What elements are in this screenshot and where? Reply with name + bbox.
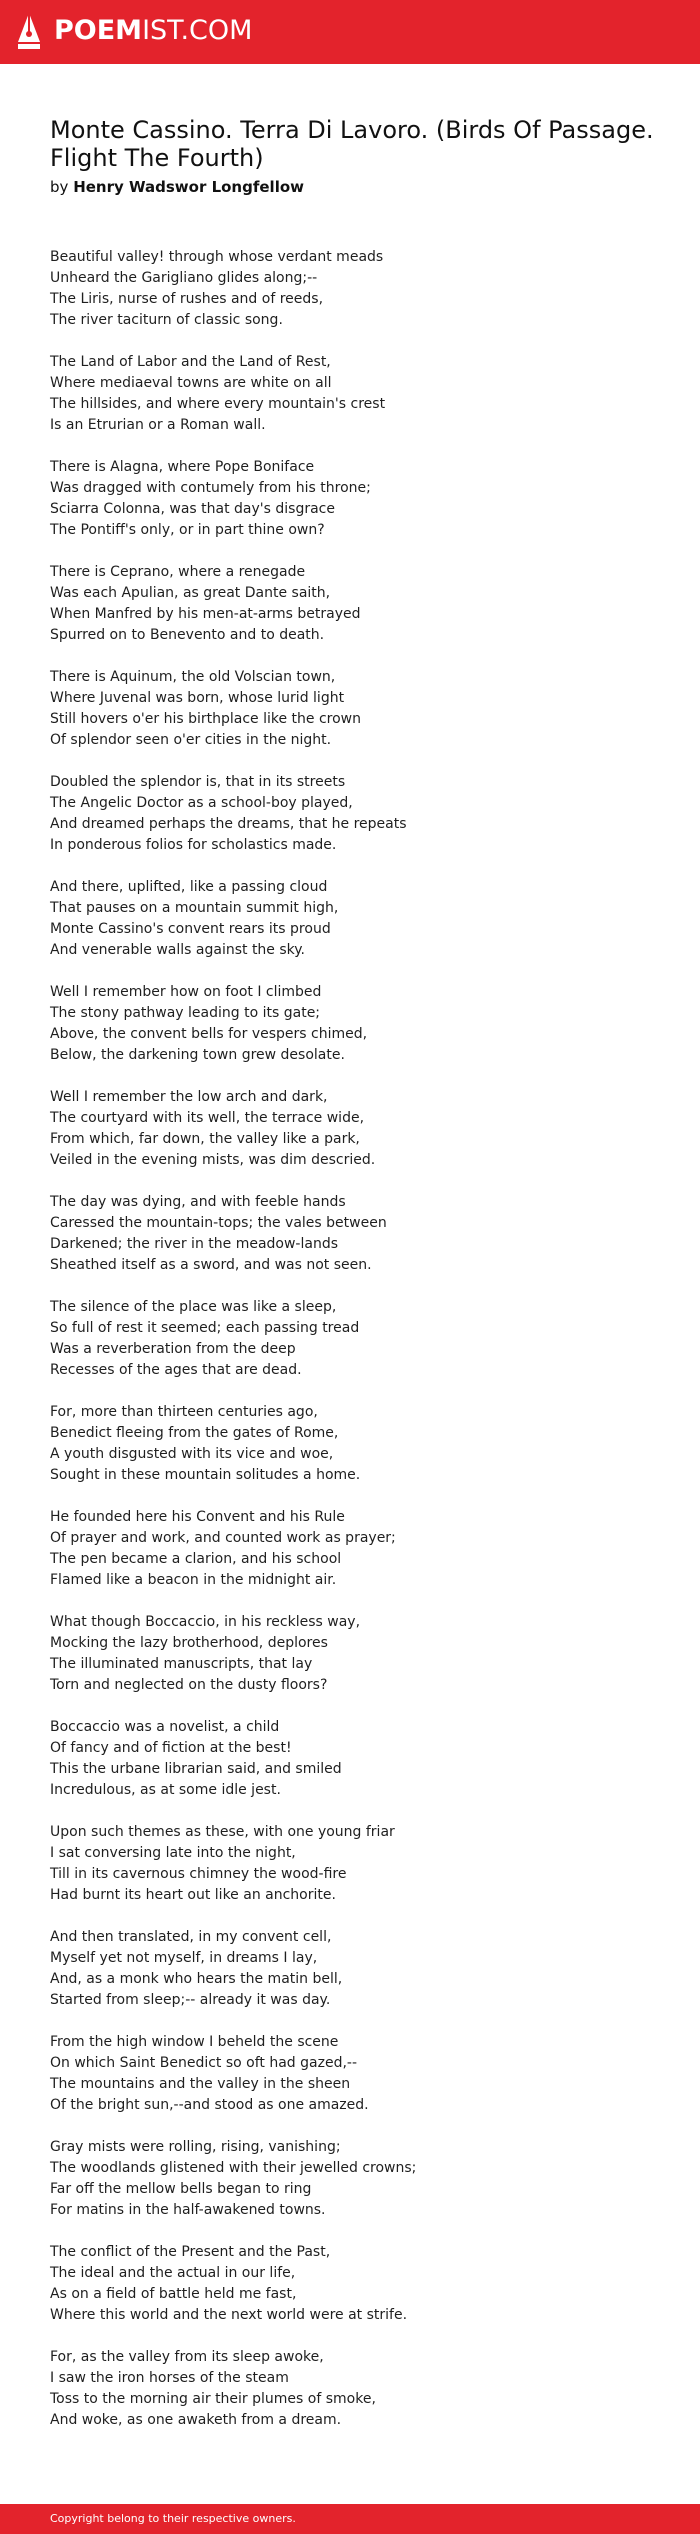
poem-line: A youth disgusted with its vice and woe,	[50, 1446, 334, 1462]
poem-line: The illuminated manuscripts, that lay	[50, 1656, 313, 1672]
stanza	[50, 2347, 660, 2431]
poem-line: When Manfred by his men-at-arms betrayed	[50, 606, 361, 622]
poem-line: Far off the mellow bells began to ring	[50, 2181, 312, 2197]
poem-line: Below, the darkening town grew desolate.	[50, 1047, 345, 1063]
stanza	[50, 2137, 660, 2221]
poem-line: As on a field of battle held me fast,	[50, 2286, 297, 2302]
poem-line: And, as a monk who hears the matin bell,	[50, 1971, 343, 1987]
poem-line: Monte Cassino's convent rears its proud	[50, 921, 331, 937]
poem-line: Darkened; the river in the meadow-lands	[50, 1236, 338, 1252]
poem-line: Where this world and the next world were at strife.	[50, 2307, 408, 2323]
site-logo-text: POEMIST.COM	[54, 15, 253, 46]
site-header	[0, 0, 700, 64]
stanza	[50, 2032, 660, 2116]
stanza	[50, 667, 660, 751]
poem-line: On which Saint Benedict so oft had gazed,--	[50, 2055, 358, 2071]
poem-line: Boccaccio was a novelist, a child	[50, 1719, 280, 1735]
poem-line: Still hovers o'er his birthplace like the crown	[50, 711, 361, 727]
poem-line: Gray mists were rolling, rising, vanishing;	[50, 2139, 341, 2155]
stanza	[50, 1612, 660, 1696]
poem-line: The Land of Labor and the Land of Rest,	[50, 354, 331, 370]
poem-line: That pauses on a mountain summit high,	[50, 900, 339, 916]
pen-nib-icon	[16, 12, 42, 50]
stanza	[50, 2242, 660, 2326]
poem-line: Was a reverberation from the deep	[50, 1341, 296, 1357]
stanza	[50, 1507, 660, 1591]
poem-content	[50, 116, 660, 2452]
poem-line: And there, uplifted, like a passing cloud	[50, 879, 328, 895]
poem-author[interactable]: Henry Wadswor Longfellow	[73, 178, 304, 196]
poem-line: And venerable walls against the sky.	[50, 942, 306, 958]
poem-line: Was each Apulian, as great Dante saith,	[50, 585, 331, 601]
poem-line: For matins in the half-awakened towns.	[50, 2202, 326, 2218]
poem-line: Mocking the lazy brotherhood, deplores	[50, 1635, 328, 1651]
poem-line: I saw the iron horses of the steam	[50, 2370, 289, 2386]
poem-line: Spurred on to Benevento and to death.	[50, 627, 325, 643]
poem-line: Where mediaeval towns are white on all	[50, 375, 332, 391]
poem-line: From the high window I beheld the scene	[50, 2034, 339, 2050]
poem-line: Well I remember how on foot I climbed	[50, 984, 322, 1000]
poem-line: The courtyard with its well, the terrace wide,	[50, 1110, 365, 1126]
poem-line: For, as the valley from its sleep awoke,	[50, 2349, 324, 2365]
poem-line: So full of rest it seemed; each passing tread	[50, 1320, 360, 1336]
poem-line: Started from sleep;-- already it was day.	[50, 1992, 331, 2008]
poem-line: The mountains and the valley in the sheen	[50, 2076, 351, 2092]
poem-body	[50, 247, 660, 2431]
poem-line: Beautiful valley! through whose verdant meads	[50, 249, 384, 265]
poem-line: The pen became a clarion, and his school	[50, 1551, 342, 1567]
poem-line: And then translated, in my convent cell,	[50, 1929, 332, 1945]
poem-line: Doubled the splendor is, that in its streets	[50, 774, 346, 790]
poem-line: There is Ceprano, where a renegade	[50, 564, 306, 580]
poem-line: In ponderous folios for scholastics made.	[50, 837, 337, 853]
poem-line: Upon such themes as these, with one young friar	[50, 1824, 395, 1840]
poem-line: Torn and neglected on the dusty floors?	[50, 1677, 328, 1693]
stanza	[50, 1297, 660, 1381]
stanza	[50, 877, 660, 961]
poem-line: Where Juvenal was born, whose lurid light	[50, 690, 345, 706]
stanza	[50, 1087, 660, 1171]
stanza	[50, 772, 660, 856]
stanza	[50, 1192, 660, 1276]
poem-title: Monte Cassino. Terra Di Lavoro. (Birds Of Passage. Flight The Fourth)	[50, 116, 654, 172]
poem-line: The stony pathway leading to its gate;	[50, 1005, 321, 1021]
poem-line: There is Aquinum, the old Volscian town,	[50, 669, 336, 685]
poem-line: From which, far down, the valley like a park,	[50, 1131, 360, 1147]
stanza	[50, 562, 660, 646]
poem-line: Recesses of the ages that are dead.	[50, 1362, 302, 1378]
poem-byline	[50, 177, 660, 197]
poem-line: The conflict of the Present and the Past,	[50, 2244, 331, 2260]
poem-line: Sciarra Colonna, was that day's disgrace	[50, 501, 335, 517]
poem-line: Of prayer and work, and counted work as prayer;	[50, 1530, 396, 1546]
poem-line: Sought in these mountain solitudes a home.	[50, 1467, 361, 1483]
poem-line: The silence of the place was like a sleep,	[50, 1299, 337, 1315]
stanza	[50, 1402, 660, 1486]
poem-line: Caressed the mountain-tops; the vales between	[50, 1215, 387, 1231]
poem-line: Myself yet not myself, in dreams I lay,	[50, 1950, 318, 1966]
poem-line: And woke, as one awaketh from a dream.	[50, 2412, 342, 2428]
poem-line: Of fancy and of fiction at the best!	[50, 1740, 292, 1756]
poem-line: Of the bright sun,--and stood as one amazed.	[50, 2097, 369, 2113]
poem-line: This the urbane librarian said, and smiled	[50, 1761, 342, 1777]
poem-line: Is an Etrurian or a Roman wall.	[50, 417, 266, 433]
stanza	[50, 457, 660, 541]
poem-line: Was dragged with contumely from his throne;	[50, 480, 371, 496]
poem-line: Had burnt its heart out like an anchorite.	[50, 1887, 336, 1903]
poem-line: The Angelic Doctor as a school-boy played,	[50, 795, 353, 811]
poem-line: The ideal and the actual in our life,	[50, 2265, 296, 2281]
poem-line: What though Boccaccio, in his reckless way,	[50, 1614, 361, 1630]
poem-line: Till in its cavernous chimney the wood-fire	[50, 1866, 347, 1882]
stanza	[50, 1717, 660, 1801]
poem-line: The river taciturn of classic song.	[50, 312, 283, 328]
poem-line: And dreamed perhaps the dreams, that he repeats	[50, 816, 407, 832]
copyright-text: Copyright belong to their respective owners.	[50, 2512, 296, 2525]
by-label: by	[50, 178, 69, 196]
poem-line: The Pontiff's only, or in part thine own?	[50, 522, 325, 538]
poem-line: The day was dying, and with feeble hands	[50, 1194, 346, 1210]
site-footer	[0, 2504, 700, 2534]
stanza	[50, 1822, 660, 1906]
poem-line: There is Alagna, where Pope Boniface	[50, 459, 315, 475]
poem-line: Toss to the morning air their plumes of smoke,	[50, 2391, 376, 2407]
poem-line: Of splendor seen o'er cities in the night.	[50, 732, 332, 748]
poem-line: I sat conversing late into the night,	[50, 1845, 296, 1861]
poem-line: The woodlands glistened with their jewelled crowns;	[50, 2160, 417, 2176]
poem-line: Above, the convent bells for vespers chimed,	[50, 1026, 368, 1042]
poem-line: Benedict fleeing from the gates of Rome,	[50, 1425, 339, 1441]
poem-line: Flamed like a beacon in the midnight air.	[50, 1572, 337, 1588]
poem-line: Unheard the Garigliano glides along;--	[50, 270, 318, 286]
poem-line: Well I remember the low arch and dark,	[50, 1089, 328, 1105]
poem-line: Veiled in the evening mists, was dim descried.	[50, 1152, 376, 1168]
poem-line: The hillsides, and where every mountain's crest	[50, 396, 386, 412]
stanza	[50, 982, 660, 1066]
stanza	[50, 352, 660, 436]
stanza	[50, 247, 660, 331]
poem-line: He founded here his Convent and his Rule	[50, 1509, 345, 1525]
poem-line: Sheathed itself as a sword, and was not seen.	[50, 1257, 372, 1273]
site-logo[interactable]	[16, 12, 252, 50]
poem-line: The Liris, nurse of rushes and of reeds,	[50, 291, 324, 307]
poem-line: For, more than thirteen centuries ago,	[50, 1404, 318, 1420]
stanza	[50, 1927, 660, 2011]
poem-line: Incredulous, as at some idle jest.	[50, 1782, 281, 1798]
